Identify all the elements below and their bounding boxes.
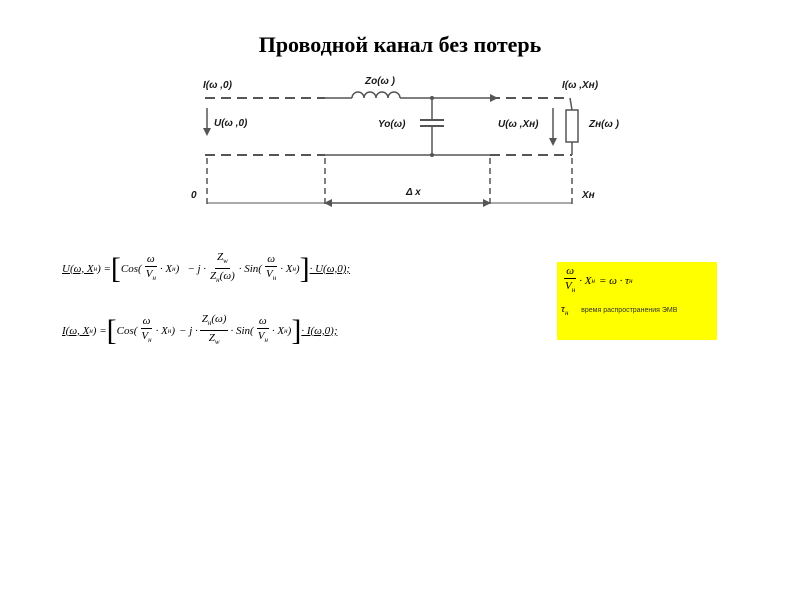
left-bracket: [ [110, 251, 121, 285]
times-x: · X [159, 262, 173, 275]
label-xn: Xн [582, 190, 595, 201]
i-lhs: I(ω, X [62, 324, 90, 337]
u-rhs: · U(ω,0); [309, 262, 351, 275]
label-zn: Zн(ω ) [589, 119, 619, 130]
sin-fn: · Sin( [238, 262, 262, 275]
label-zero: 0 [191, 190, 197, 201]
note-box [557, 262, 717, 340]
node-top [430, 96, 434, 100]
label-u0: U(ω ,0) [214, 118, 248, 129]
note-description: время распространения ЭМВ [581, 307, 678, 315]
label-y0: Yo(ω) [378, 119, 406, 130]
note-line-2: $\tau_н$ время распространения ЭМВ [561, 303, 678, 318]
cos-fn-2: Cos( [116, 324, 138, 337]
voltage-arrow-right-head [549, 138, 557, 146]
voltage-equation: U(ω, X н ) = [ Cos( $\frac{\omega}{V_н}$ · X н ) − j · $\frac{Z_w}{Z_н(\omega)}$ · Sin( $\frac{\omega}{V_н}$ · X н ) ] · U(ω,0); [62, 250, 350, 287]
times-x-4: · X [271, 324, 285, 337]
slide-title: Проводной канал без потерь [258, 32, 542, 57]
minus-j-2: − j · [179, 324, 198, 337]
sin-fn-2: · Sin( [230, 324, 254, 337]
close-paren-3: ) [171, 324, 176, 337]
omega-over-v-2: $\frac{\omega}{V_н}$ [265, 253, 277, 283]
times-x-3: · X [155, 324, 168, 337]
times-x-2: · X [280, 262, 293, 275]
note-omega-over-v: $\frac{\omega}{V_н}$ [565, 265, 576, 295]
right-bracket: ] [299, 251, 310, 285]
current-equation: I(ω, X н ) = [ Cos( $\frac{\omega}{V_н}$ · X н ) − j · $\frac{Z_н(\omega)}{Z_w}$ · Sin( $\frac{\omega}{V_н}$ · X н ) ] · I(ω,0); [62, 312, 337, 349]
omega-over-v [144, 252, 158, 285]
frac-num: ω [146, 253, 155, 266]
note-line1-pre: · X [579, 274, 592, 287]
u-lhs: U(ω, X [62, 262, 94, 275]
i-rhs: · I(ω,0); [301, 324, 338, 337]
cos-fn: Cos( [120, 262, 142, 275]
label-ixn: I(ω ,Xн) [562, 80, 599, 91]
load-wire-top [570, 98, 572, 110]
omega-over-v-3: $\frac{\omega}{V_н}$ [141, 315, 152, 345]
inductor-symbol [352, 92, 400, 98]
note-line1-post: = ω · τ [598, 274, 630, 287]
label-z0: Zo(ω ) [365, 76, 395, 87]
note-line-1: $\frac{\omega}{V_н}$ · X н = ω · τ н [561, 264, 713, 297]
omega-over-v-4: $\frac{\omega}{V_н}$ [257, 315, 268, 345]
label-uxn: U(ω ,Xн) [498, 119, 539, 130]
close-paren-4: ) [287, 324, 292, 337]
frac-den: $V_н$ [145, 268, 156, 283]
voltage-arrow-left-head [203, 128, 211, 136]
label-i0: I(ω ,0) [203, 80, 232, 91]
zw-over-zn: $\frac{Z_w}{Z_н(\omega)}$ [210, 251, 235, 285]
close-paren: ) [175, 262, 180, 275]
i-lhs-end: ) = [92, 324, 107, 337]
left-bracket-2: [ [106, 313, 117, 347]
minus-j: − j · [187, 262, 207, 275]
label-dx: Δ x [406, 187, 421, 198]
u-lhs-sub: н [93, 264, 98, 273]
right-bracket-2: ] [291, 313, 302, 347]
close-paren-2: ) [295, 262, 300, 275]
u-lhs-end: ) = [97, 262, 111, 275]
note-tau: τ [561, 303, 565, 316]
load-resistor [566, 110, 578, 142]
zn-over-zw: $\frac{Z_н(\omega)}{Z_w}$ [201, 313, 227, 347]
arrow-right-current [490, 94, 498, 102]
